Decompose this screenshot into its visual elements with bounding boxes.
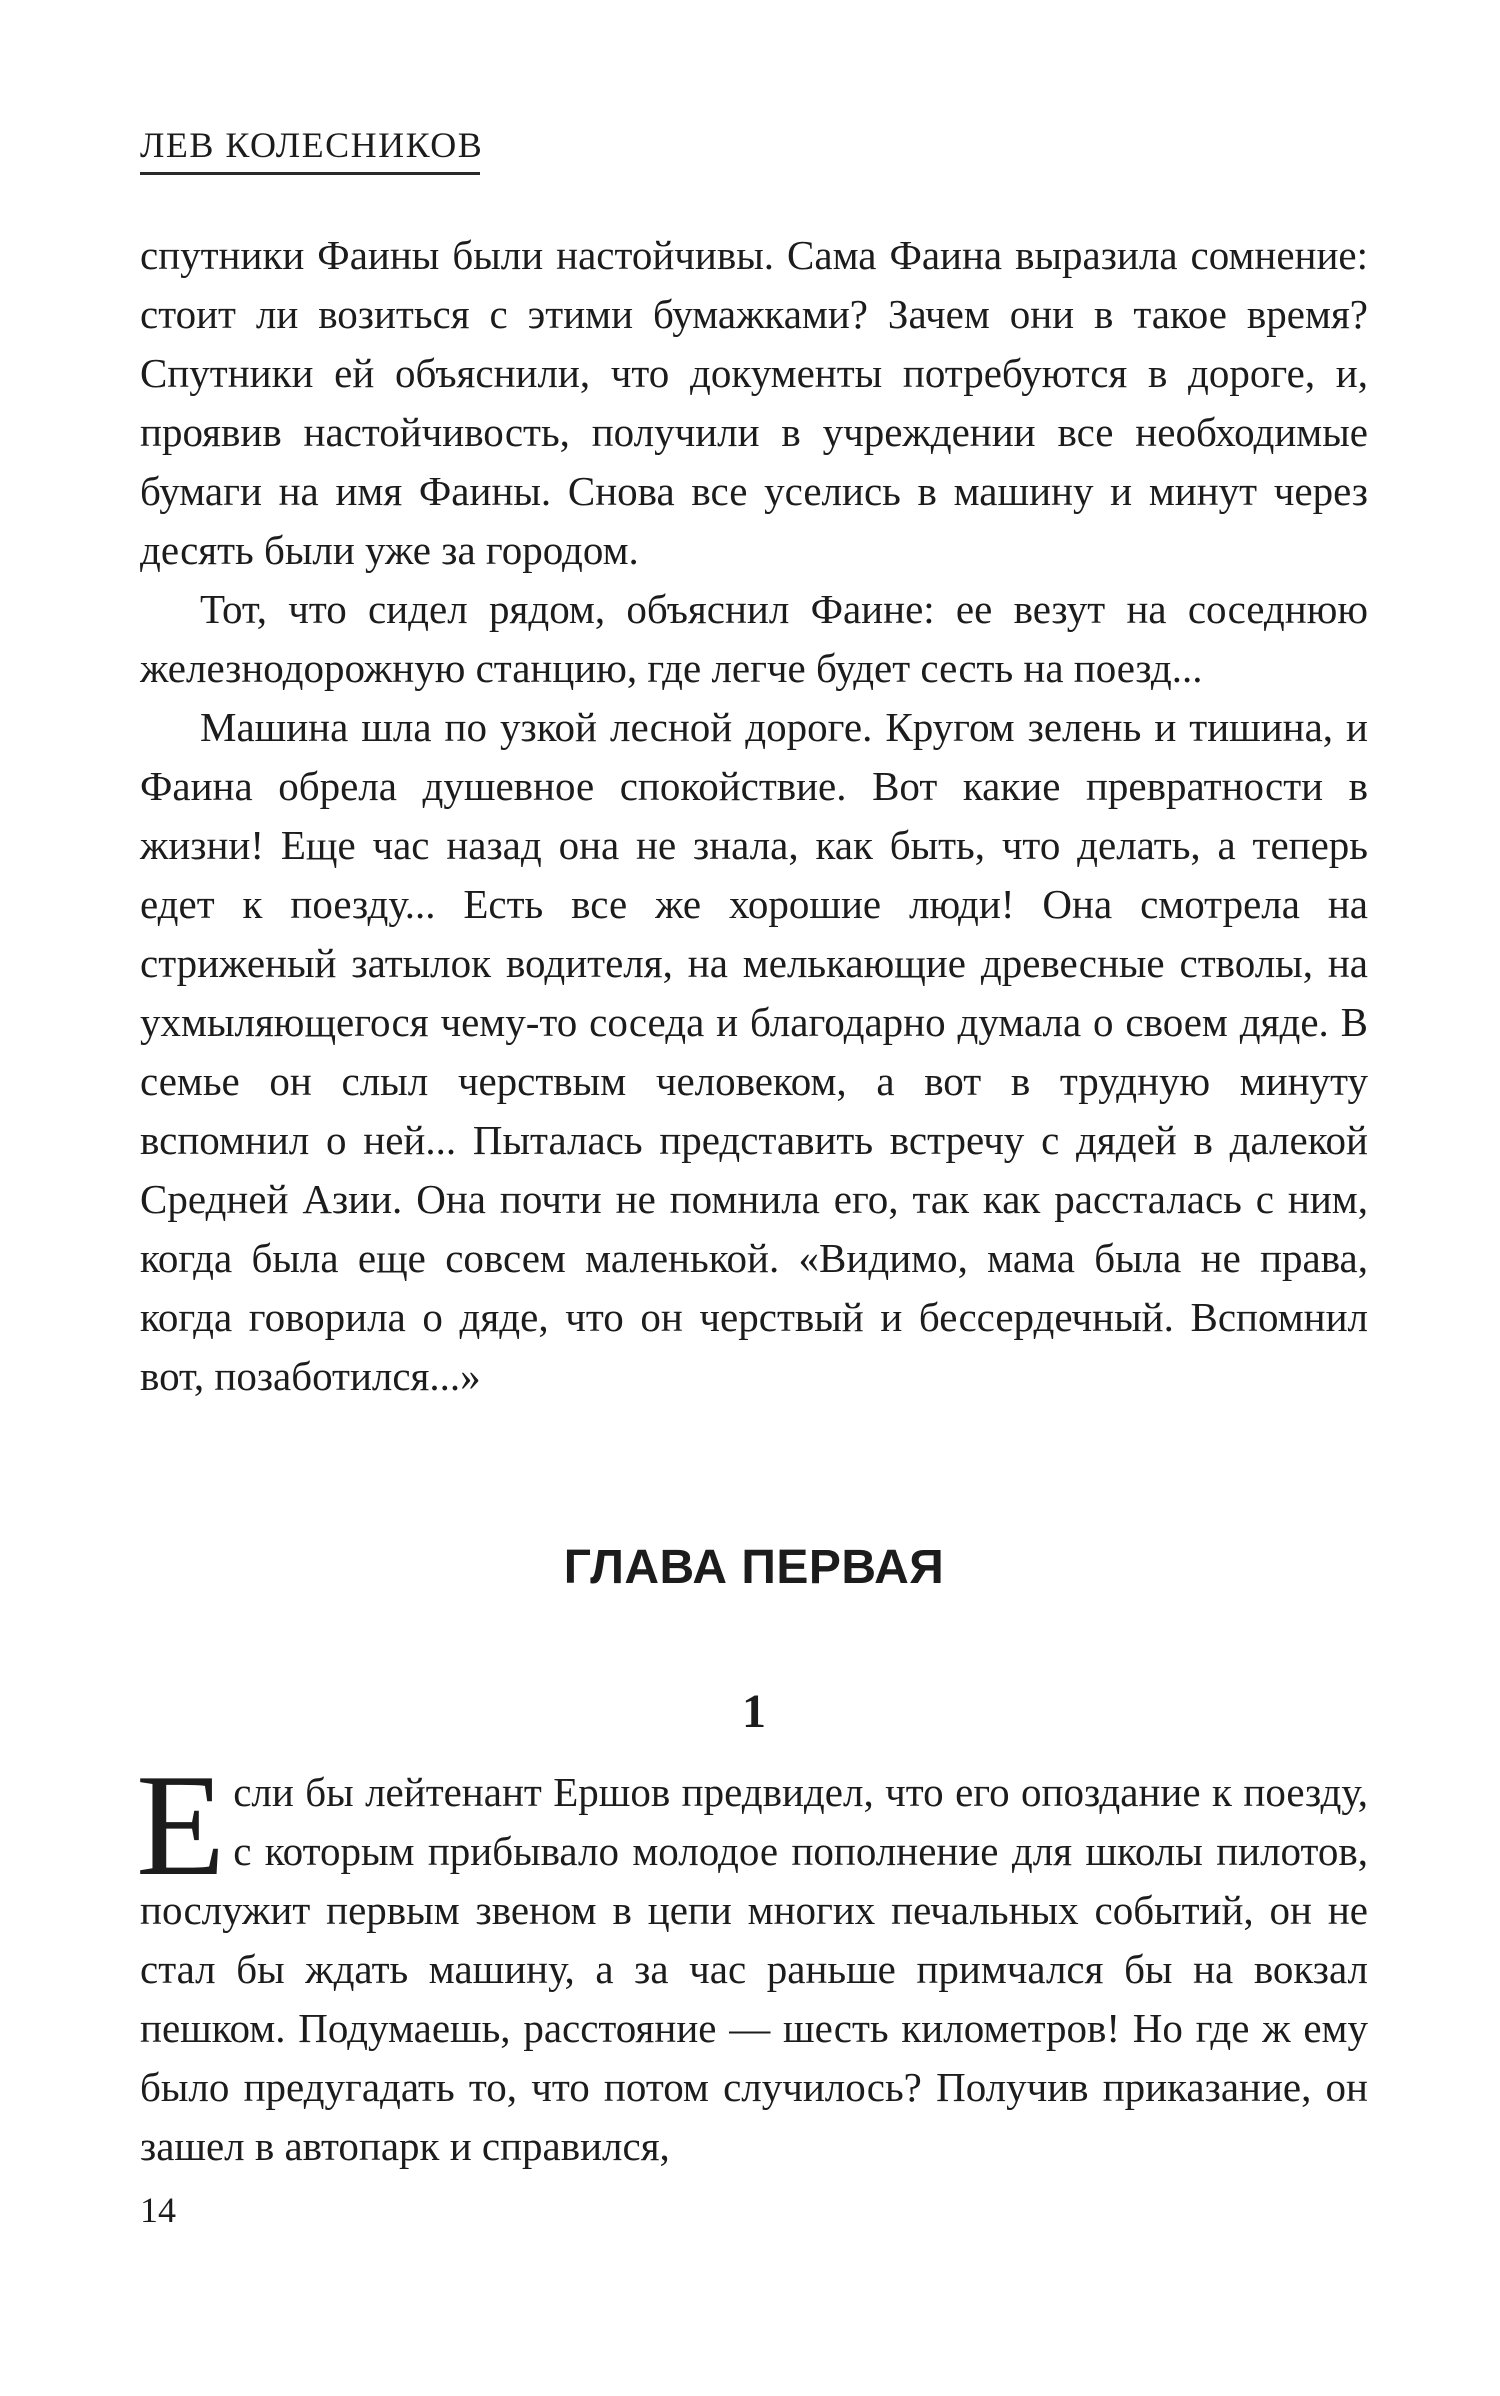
chapter-title: ГЛАВА ПЕРВАЯ bbox=[563, 1541, 945, 1594]
text-block-top bbox=[140, 226, 1368, 1406]
text-block-bottom bbox=[136, 1744, 1368, 2176]
section-number: 1 bbox=[742, 1685, 766, 1738]
paragraph: Тот, что сидел рядом, объяснил Фаине: ее везут на соседнюю железнодорожную станцию, где легче будет сесть на поезд... bbox=[140, 586, 1368, 691]
paragraph-with-drop-cap bbox=[136, 1744, 1368, 2176]
paragraph: Машина шла по узкой лесной дороге. Кругом зелень и тишина, и Фаина обрела душевное спокойствие. Вот какие превратности в жизни! Еще час назад она не знала, как быть, что делать, а теперь едет к поезду... Есть все же хорошие люди! Она смотрела на стриженый затылок водителя, на мелькающие древесные стволы, на ухмыляющегося чему-то соседа и благодарно думала о своем дяде. В семье он слыл черствым человеком, а вот в трудную минуту вспомнил о ней... Пыталась представить встречу с дядей в далекой Средней Азии. Она почти не помнила его, так как рассталась с ним, когда была еще совсем маленькой. «Видимо, мама была не права, когда говорила о дяде, что он черствый и бессердечный. Вспомнил вот, позаботился...» bbox=[140, 704, 1368, 1399]
drop-cap: Е bbox=[136, 1744, 226, 1906]
running-head: ЛЕВ КОЛЕСНИКОВ bbox=[140, 122, 480, 175]
paragraph: спутники Фаины были настойчивы. Сама Фаина выразила сомнение: стоит ли возиться с этими бумажками? Зачем они в такое время? Спутники ей объяснили, что документы потребуются в дороге, и, проявив настойчивость, получили в учреждении все необходимые бумаги на имя Фаины. Снова все уселись в машину и минут через десять были уже за городом. bbox=[140, 232, 1368, 573]
page-number: 14 bbox=[140, 2190, 176, 2230]
paragraph-text: сли бы лейтенант Ершов предвидел, что его опоздание к поезду, с которым прибывало молодое пополнение для школы пилотов, послужит первым звеном в цепи многих печальных событий, он не стал бы ждать машину, а за час раньше примчался бы на вокзал пешком. Подумаешь, расстояние — шесть километров! Но где ж ему было предугадать то, что потом случилось? Получив приказание, он зашел в автопарк и справился, bbox=[140, 1769, 1368, 2169]
